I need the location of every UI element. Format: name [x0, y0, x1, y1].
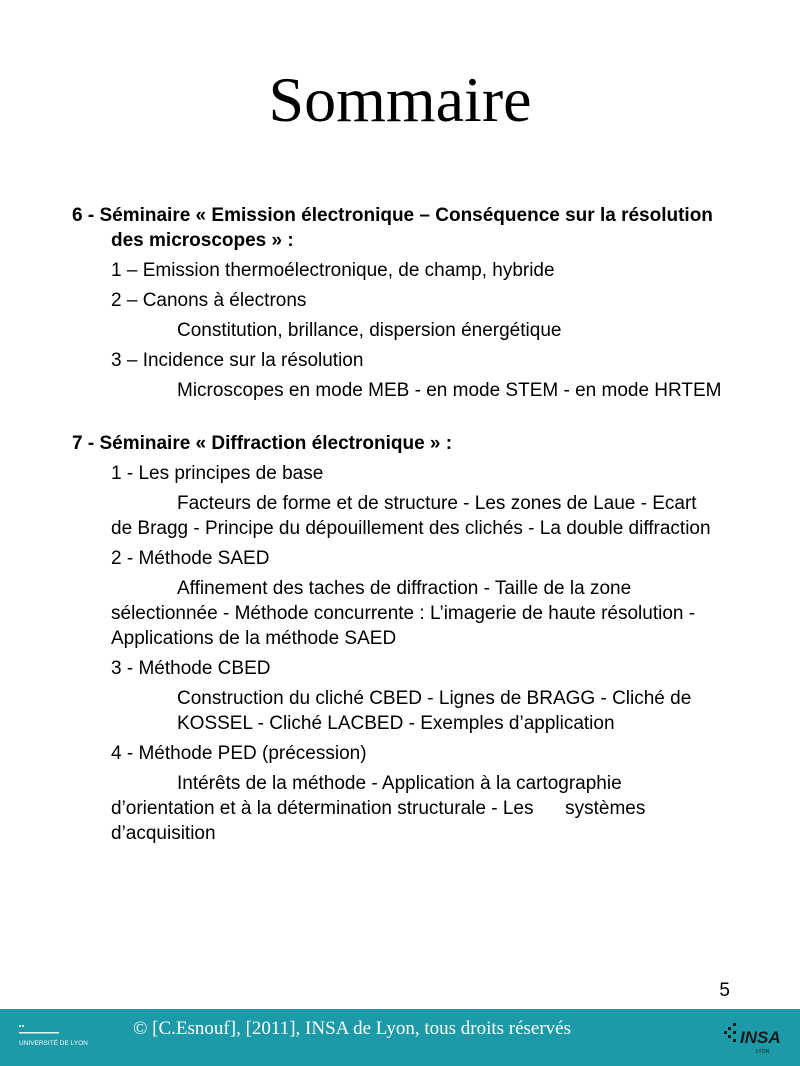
- footer-bar: [0, 1009, 800, 1066]
- page-number: 5: [719, 980, 730, 1001]
- list-item: 1 - Les principes de base: [111, 463, 324, 484]
- table-of-contents: [72, 203, 722, 846]
- logo-insa-sub: LYON: [756, 1049, 770, 1055]
- list-item: 3 - Méthode CBED: [111, 658, 271, 679]
- logo-insa-text: INSA: [740, 1028, 781, 1047]
- list-item-detail: Intérêts de la méthode - Application à la cartographie d’orientation et à la détermination structurale - Les systèmes d’acquisition: [111, 773, 651, 844]
- section-heading: 7 - Séminaire « Diffraction électronique » :: [72, 433, 453, 454]
- list-item-detail: Constitution, brillance, dispersion énergétique: [177, 320, 562, 341]
- list-item-detail: Facteurs de forme et de structure - Les zones de Laue - Ecart de Bragg - Principe du dépouillement des clichés - La double diffraction: [111, 493, 711, 539]
- list-item: 3 – Incidence sur la résolution: [111, 350, 364, 371]
- section-heading: 6 - Séminaire « Emission électronique – Conséquence sur la résolution des microscopes » :: [72, 205, 713, 251]
- page-title: Sommaire: [268, 64, 532, 135]
- logo-lyon-text: UNIVERSITÉ DE LYON: [19, 1040, 88, 1047]
- insa-logo: [722, 1017, 784, 1061]
- list-item-detail: Microscopes en mode MEB - en mode STEM - en mode HRTEM: [177, 380, 722, 401]
- list-item: 1 – Emission thermoélectronique, de champ, hybride: [111, 260, 555, 281]
- list-item: 2 – Canons à électrons: [111, 290, 307, 311]
- list-item: 4 - Méthode PED (précession): [111, 743, 367, 764]
- list-item: 2 - Méthode SAED: [111, 548, 270, 569]
- copyright-text: © [C.Esnouf], [2011], INSA de Lyon, tous droits réservés: [133, 1018, 572, 1039]
- list-item-detail: Construction du cliché CBED - Lignes de BRAGG - Cliché de KOSSEL - Cliché LACBED - Exemples d’application: [177, 688, 692, 734]
- list-item-detail: Affinement des taches de diffraction - Taille de la zone sélectionnée - Méthode concurrente : L’imagerie de haute résolution - Applications de la méthode SAED: [111, 578, 696, 649]
- universite-de-lyon-logo: [18, 1023, 88, 1051]
